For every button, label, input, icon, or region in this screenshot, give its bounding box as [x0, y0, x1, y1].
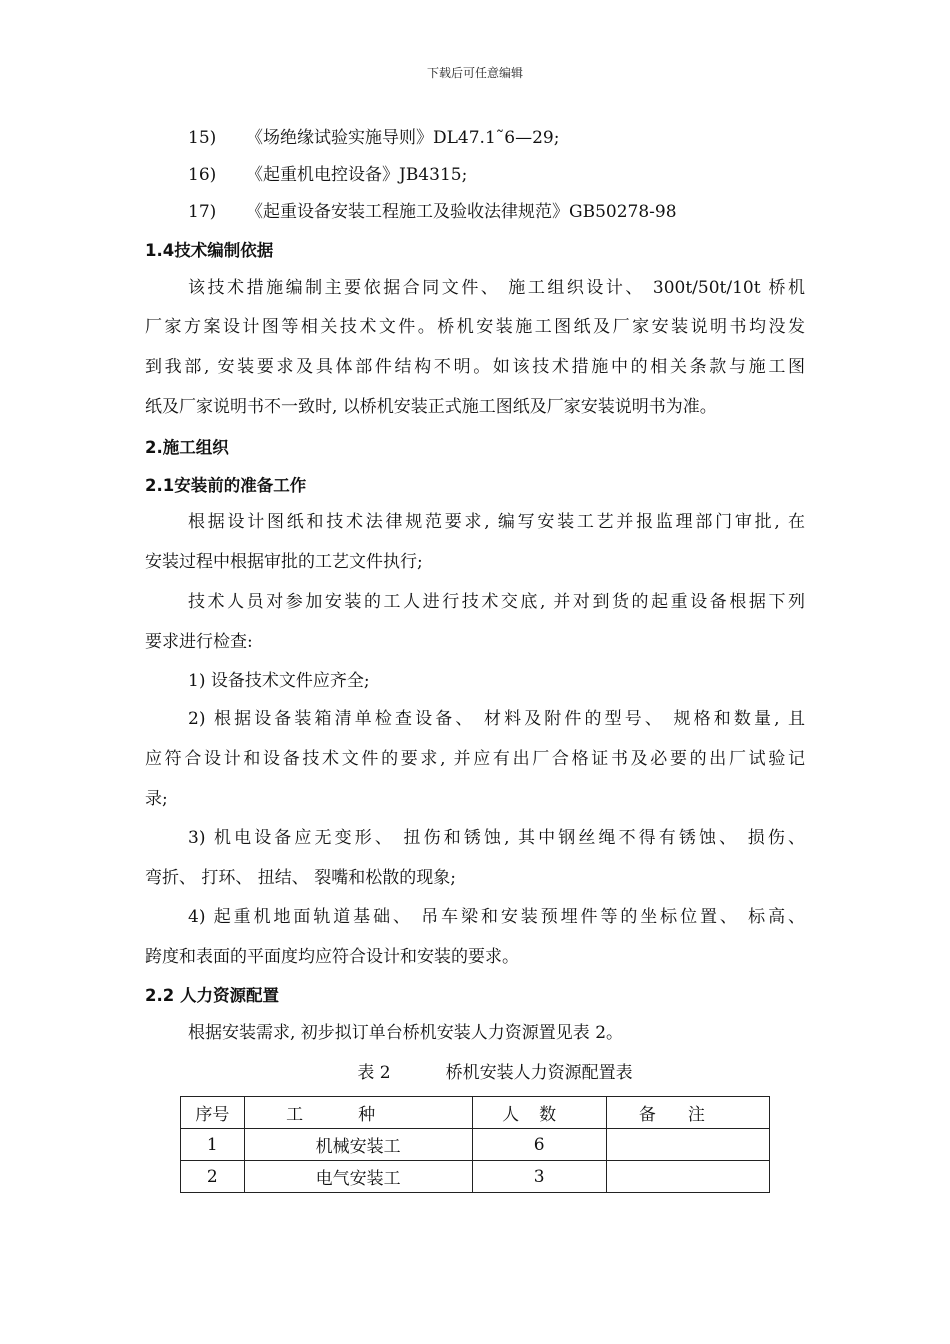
check-item-2-cont: 录;: [145, 789, 168, 809]
table-row: [181, 1161, 770, 1193]
check-item-4-cont: 跨度和表面的平面度均应符合设计和安装的要求。: [145, 947, 519, 967]
check-item-2: 2) 根据设备装箱清单检查设备、 材料及附件的型号、 规格和数量, 且: [188, 709, 805, 729]
table-cell: [606, 1129, 769, 1161]
paragraph-line: 纸及厂家说明书不一致时, 以桥机安装正式施工图纸及厂家安装说明书为准。: [145, 397, 717, 417]
check-item-3: 3) 机电设备应无变形、 扭伤和锈蚀, 其中钢丝绳不得有锈蚀、 损伤、: [188, 828, 805, 848]
table-cell: 机械安装工: [244, 1129, 472, 1161]
paragraph-line: 要求进行检查:: [145, 632, 253, 652]
table-header-cell: 工种: [244, 1097, 472, 1129]
section-heading-2: 2.施工组织: [145, 438, 229, 457]
section-heading-2-1: 2.1安装前的准备工作: [145, 476, 307, 495]
table-cell: 电气安装工: [244, 1161, 472, 1193]
manpower-table: [180, 1096, 770, 1193]
paragraph-line: 技术人员对参加安装的工人进行技术交底, 并对到货的起重设备根据下列: [188, 592, 805, 612]
paragraph-line: 根据安装需求, 初步拟订单台桥机安装人力资源置见表 2。: [188, 1023, 624, 1043]
table-header-cell: 备注: [606, 1097, 769, 1129]
table-cell: 1: [181, 1129, 245, 1161]
standard-item-16: 16) 《起重机电控设备》JB4315;: [188, 165, 468, 185]
standard-item-17: 17) 《起重设备安装工程施工及验收法律规范》GB50278-98: [188, 202, 677, 222]
section-heading-1-4: 1.4技术编制依据: [145, 241, 274, 260]
section-heading-2-2: 2.2 人力资源配置: [145, 986, 279, 1005]
table-row: [181, 1129, 770, 1161]
table-caption-number: 表 2: [357, 1063, 391, 1083]
paragraph-line: 厂家方案设计图等相关技术文件。桥机安装施工图纸及厂家安装说明书均没发: [145, 317, 805, 337]
check-item-3-cont: 弯折、 打环、 扭结、 裂嘴和松散的现象;: [145, 868, 456, 888]
table-cell: 2: [181, 1161, 245, 1193]
table-header-cell: 序号: [181, 1097, 245, 1129]
table-header-cell: 人数: [472, 1097, 606, 1129]
paragraph-line: 安装过程中根据审批的工艺文件执行;: [145, 552, 423, 572]
page-header-note: 下载后可任意编辑: [426, 66, 523, 80]
paragraph-line: 该技术措施编制主要依据合同文件、 施工组织设计、 300t/50t/10t 桥机: [188, 278, 805, 298]
check-item-4: 4) 起重机地面轨道基础、 吊车梁和安装预埋件等的坐标位置、 标高、: [188, 907, 805, 927]
table-cell: 6: [472, 1129, 606, 1161]
paragraph-line: 根据设计图纸和技术法律规范要求, 编写安装工艺并报监理部门审批, 在: [188, 512, 805, 532]
check-item-1: 1) 设备技术文件应齐全;: [188, 671, 370, 691]
table-cell: 3: [472, 1161, 606, 1193]
standard-item-15: 15) 《场绝缘试验实施导则》DL47.1˜6—29;: [188, 128, 560, 148]
table-caption: [0, 1058, 950, 1083]
table-cell: [606, 1161, 769, 1193]
check-item-2-cont: 应符合设计和设备技术文件的要求, 并应有出厂合格证书及必要的出厂试验记: [145, 749, 805, 769]
table-header-row: [181, 1097, 770, 1129]
table-caption-title: 桥机安装人力资源配置表: [445, 1063, 633, 1083]
paragraph-line: 到我部, 安装要求及具体部件结构不明。如该技术措施中的相关条款与施工图: [145, 357, 805, 377]
